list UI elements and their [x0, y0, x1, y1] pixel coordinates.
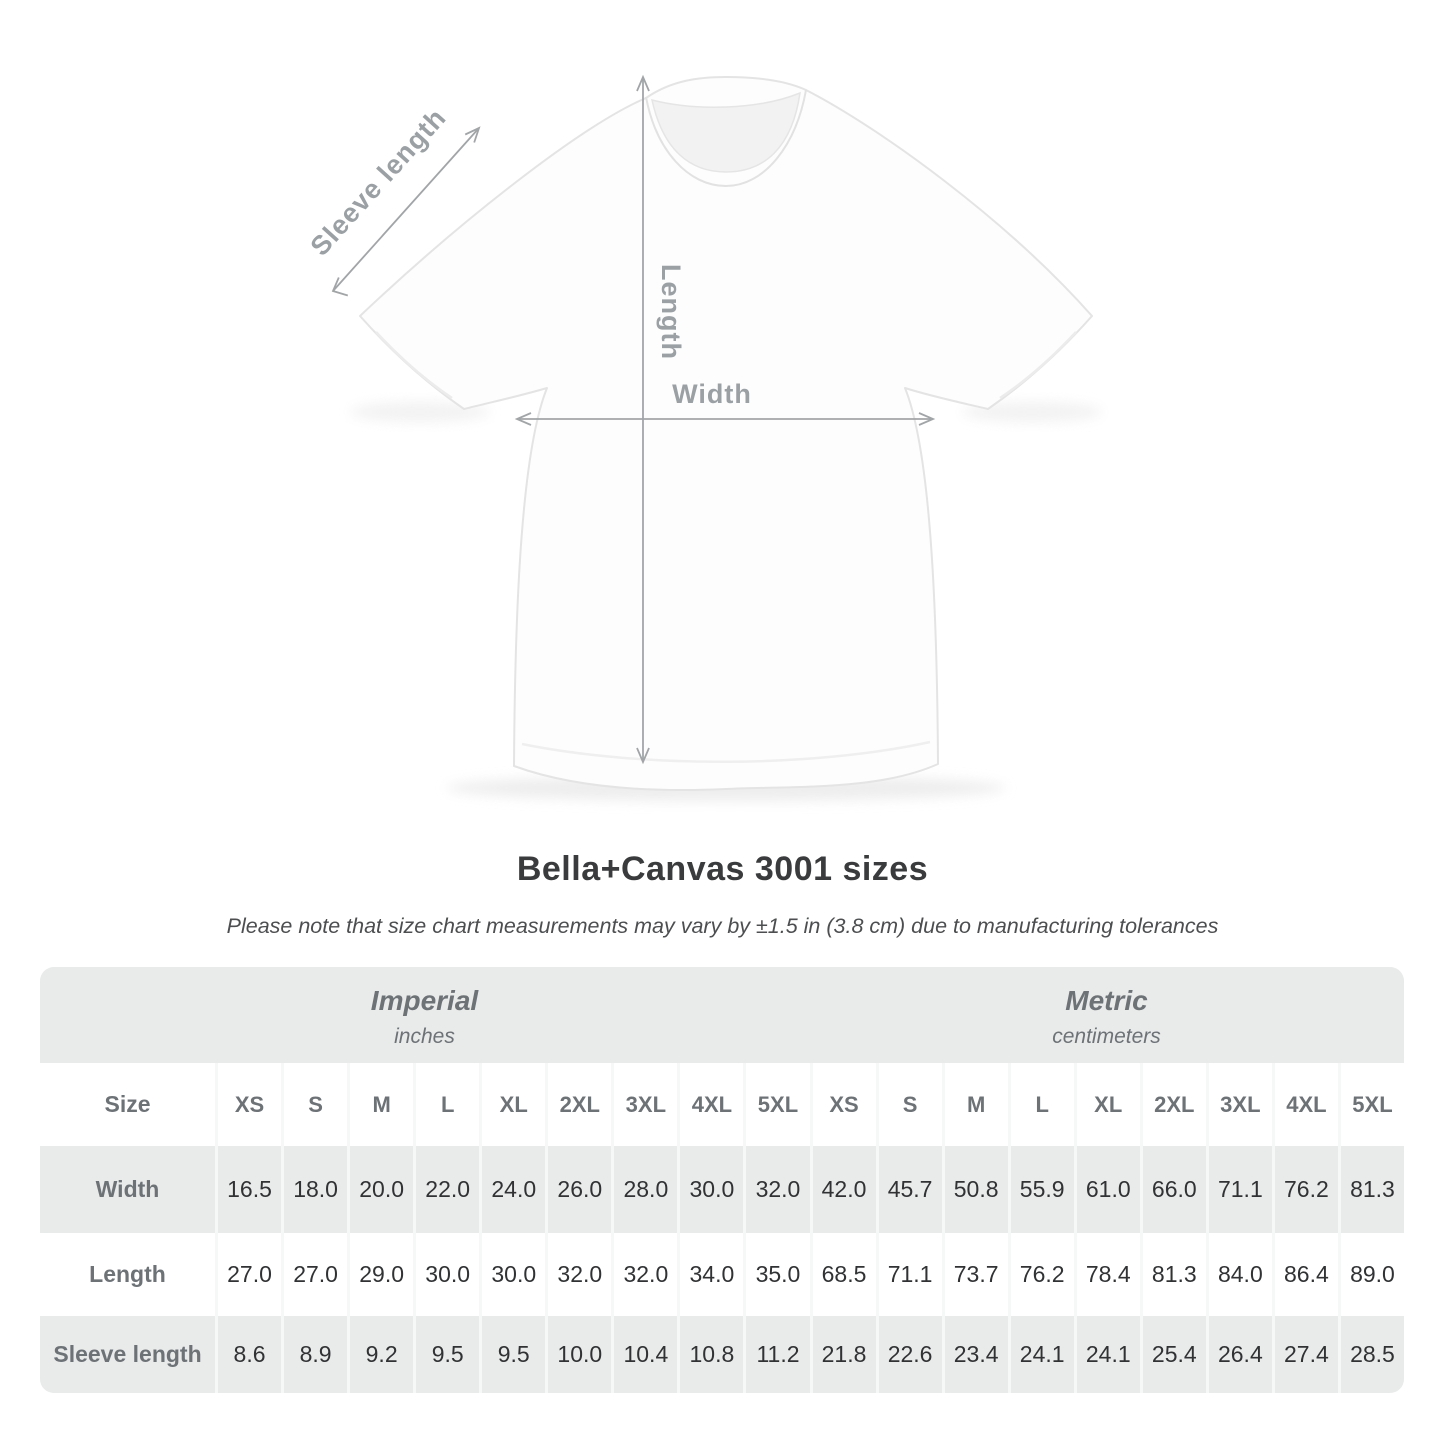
value-cell: 25.4: [1143, 1316, 1206, 1393]
value-cell: 32.0: [614, 1233, 677, 1316]
value-cell: 73.7: [945, 1233, 1008, 1316]
value-cell: 76.2: [1275, 1146, 1338, 1233]
value-cell: 18.0: [284, 1146, 347, 1233]
size-column-header: L: [1011, 1063, 1074, 1146]
row-label: Length: [40, 1233, 215, 1316]
imperial-unit: inches: [394, 1025, 455, 1048]
size-column-header: M: [350, 1063, 413, 1146]
value-cell: 50.8: [945, 1146, 1008, 1233]
size-column-header: 4XL: [1275, 1063, 1338, 1146]
value-cell: 30.0: [416, 1233, 479, 1316]
value-cell: 22.0: [416, 1146, 479, 1233]
value-cell: 84.0: [1209, 1233, 1272, 1316]
value-cell: 45.7: [879, 1146, 942, 1233]
value-cell: 9.2: [350, 1316, 413, 1393]
row-label: Sleeve length: [40, 1316, 215, 1393]
metric-title: Metric: [1065, 985, 1148, 1016]
value-cell: 76.2: [1011, 1233, 1074, 1316]
imperial-title: Imperial: [370, 985, 479, 1016]
value-cell: 26.4: [1209, 1316, 1272, 1393]
imperial-header: [40, 967, 809, 1063]
value-cell: 10.0: [548, 1316, 611, 1393]
value-cell: 24.1: [1011, 1316, 1074, 1393]
value-cell: 66.0: [1143, 1146, 1206, 1233]
sleeve-length-label: Sleeve length: [304, 102, 453, 262]
size-column-header: 4XL: [680, 1063, 743, 1146]
size-table: [40, 967, 1404, 1393]
value-cell: 29.0: [350, 1233, 413, 1316]
value-cell: 35.0: [746, 1233, 809, 1316]
size-column-header: 5XL: [1341, 1063, 1404, 1146]
value-cell: 9.5: [416, 1316, 479, 1393]
size-column-header: XS: [218, 1063, 281, 1146]
unit-header-band: [40, 967, 1404, 1063]
size-table-grid: [40, 1063, 1404, 1393]
tolerance-note: Please note that size chart measurements may vary by ±1.5 in (3.8 cm) due to manufacturing tolerances: [226, 914, 1219, 938]
size-column-header: 2XL: [1143, 1063, 1206, 1146]
value-cell: 10.4: [614, 1316, 677, 1393]
value-cell: 86.4: [1275, 1233, 1338, 1316]
row-label: Width: [40, 1146, 215, 1233]
value-cell: 8.6: [218, 1316, 281, 1393]
length-label: Length: [656, 264, 686, 360]
size-column-header: 3XL: [614, 1063, 677, 1146]
value-cell: 42.0: [813, 1146, 876, 1233]
value-cell: 32.0: [746, 1146, 809, 1233]
value-cell: 28.0: [614, 1146, 677, 1233]
size-column-header: XS: [813, 1063, 876, 1146]
value-cell: 20.0: [350, 1146, 413, 1233]
value-cell: 81.3: [1143, 1233, 1206, 1316]
value-cell: 30.0: [482, 1233, 545, 1316]
tshirt-illustration: [360, 77, 1092, 790]
value-cell: 10.8: [680, 1316, 743, 1393]
value-cell: 71.1: [1209, 1146, 1272, 1233]
metric-header: [809, 967, 1404, 1063]
size-column-header: XL: [1077, 1063, 1140, 1146]
value-cell: 27.4: [1275, 1316, 1338, 1393]
value-cell: 24.1: [1077, 1316, 1140, 1393]
value-cell: 28.5: [1341, 1316, 1404, 1393]
value-cell: 32.0: [548, 1233, 611, 1316]
value-cell: 81.3: [1341, 1146, 1404, 1233]
size-row-header: Size: [40, 1063, 215, 1146]
size-column-header: M: [945, 1063, 1008, 1146]
value-cell: 11.2: [746, 1316, 809, 1393]
size-column-header: 5XL: [746, 1063, 809, 1146]
size-column-header: 2XL: [548, 1063, 611, 1146]
value-cell: 78.4: [1077, 1233, 1140, 1316]
width-label: Width: [672, 379, 752, 409]
value-cell: 27.0: [218, 1233, 281, 1316]
value-cell: 8.9: [284, 1316, 347, 1393]
value-cell: 16.5: [218, 1146, 281, 1233]
value-cell: 34.0: [680, 1233, 743, 1316]
value-cell: 27.0: [284, 1233, 347, 1316]
value-cell: 26.0: [548, 1146, 611, 1233]
value-cell: 30.0: [680, 1146, 743, 1233]
value-cell: 24.0: [482, 1146, 545, 1233]
size-column-header: S: [284, 1063, 347, 1146]
value-cell: 55.9: [1011, 1146, 1074, 1233]
size-column-header: S: [879, 1063, 942, 1146]
page-title: Bella+Canvas 3001 sizes: [516, 850, 929, 888]
value-cell: 9.5: [482, 1316, 545, 1393]
metric-unit: centimeters: [1052, 1025, 1161, 1048]
value-cell: 61.0: [1077, 1146, 1140, 1233]
size-column-header: L: [416, 1063, 479, 1146]
value-cell: 23.4: [945, 1316, 1008, 1393]
value-cell: 21.8: [813, 1316, 876, 1393]
value-cell: 89.0: [1341, 1233, 1404, 1316]
value-cell: 68.5: [813, 1233, 876, 1316]
value-cell: 22.6: [879, 1316, 942, 1393]
size-column-header: XL: [482, 1063, 545, 1146]
value-cell: 71.1: [879, 1233, 942, 1316]
size-column-header: 3XL: [1209, 1063, 1272, 1146]
